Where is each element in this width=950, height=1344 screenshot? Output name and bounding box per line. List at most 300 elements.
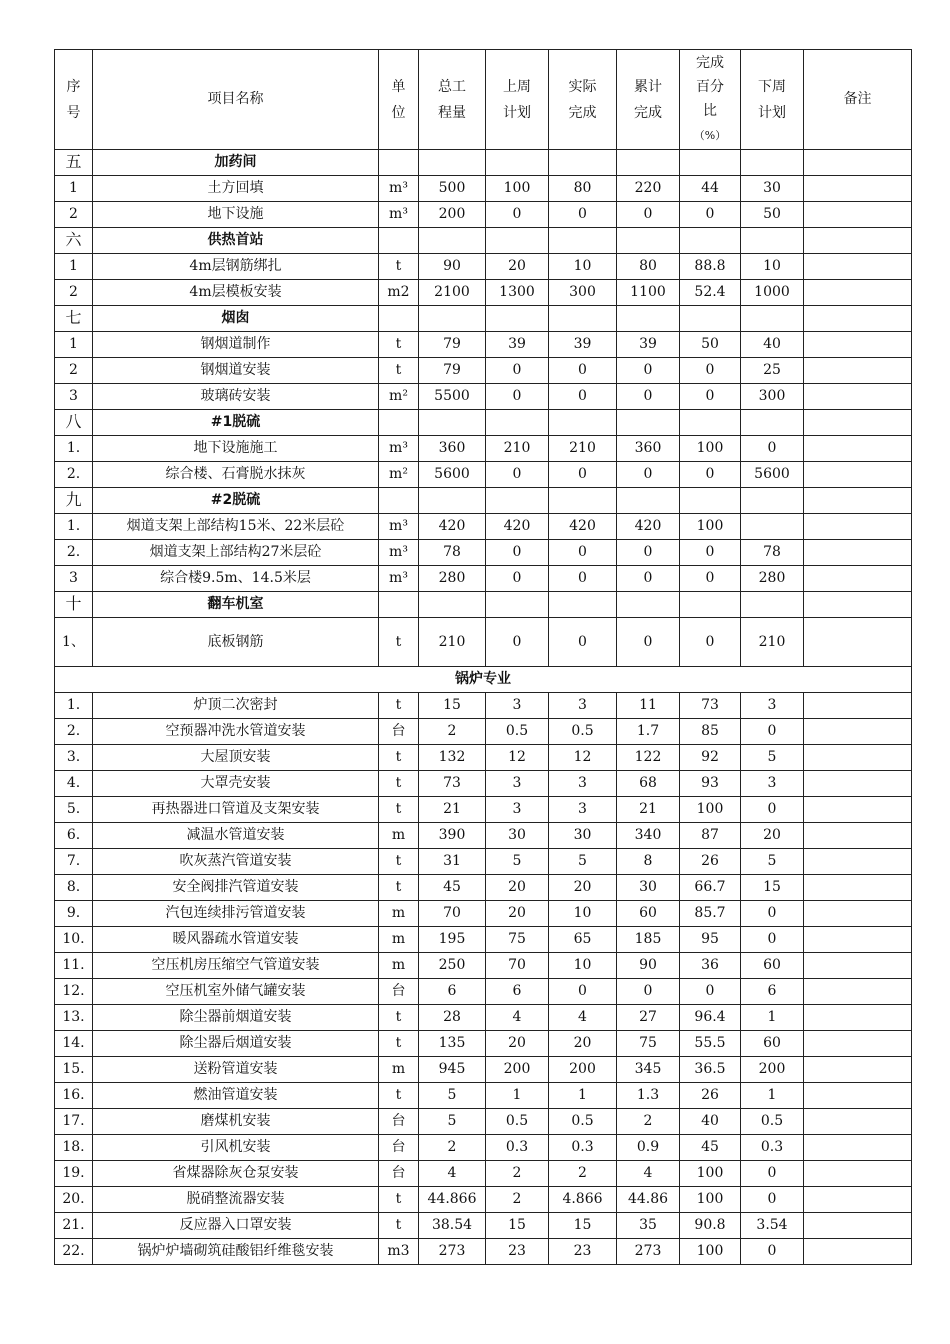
actual-done: 0 xyxy=(549,979,617,1005)
total-quantity: 79 xyxy=(419,332,486,358)
header-next-plan: 下周 计划 xyxy=(741,50,804,150)
percent-complete: 100 xyxy=(680,1161,741,1187)
last-week-plan: 0.5 xyxy=(486,719,549,745)
table-row xyxy=(55,849,912,875)
actual-done xyxy=(549,410,617,436)
remark-cell xyxy=(804,693,912,719)
percent-complete xyxy=(680,306,741,332)
percent-complete: 0 xyxy=(680,462,741,488)
actual-done: 0 xyxy=(549,202,617,228)
table-row xyxy=(55,1031,912,1057)
cumulative-done xyxy=(617,228,680,254)
total-quantity xyxy=(419,306,486,332)
last-week-plan: 3 xyxy=(486,797,549,823)
total-quantity: 5 xyxy=(419,1083,486,1109)
total-quantity: 200 xyxy=(419,202,486,228)
item-name: 钢烟道制作 xyxy=(93,332,379,358)
percent-complete: 0 xyxy=(680,566,741,592)
total-quantity: 945 xyxy=(419,1057,486,1083)
last-week-plan: 0 xyxy=(486,202,549,228)
row-number: 3 xyxy=(55,566,93,592)
remark-cell xyxy=(804,228,912,254)
last-week-plan: 0 xyxy=(486,358,549,384)
actual-done xyxy=(549,228,617,254)
unit-cell xyxy=(379,488,419,514)
cumulative-done: 4 xyxy=(617,1161,680,1187)
last-week-plan: 20 xyxy=(486,875,549,901)
item-name: 安全阀排汽管道安装 xyxy=(93,875,379,901)
row-number: 15. xyxy=(55,1057,93,1083)
next-week-plan xyxy=(741,514,804,540)
next-week-plan: 25 xyxy=(741,358,804,384)
remark-cell xyxy=(804,332,912,358)
percent-complete: 0 xyxy=(680,384,741,410)
row-number: 3 xyxy=(55,384,93,410)
item-name: #1脱硫 xyxy=(93,410,379,436)
percent-complete xyxy=(680,228,741,254)
section-row xyxy=(55,488,912,514)
item-name: 大屋顶安装 xyxy=(93,745,379,771)
item-name: 磨煤机安装 xyxy=(93,1109,379,1135)
last-week-plan: 3 xyxy=(486,693,549,719)
unit-cell: m xyxy=(379,823,419,849)
table-row xyxy=(55,1057,912,1083)
next-week-plan: 0 xyxy=(741,927,804,953)
last-week-plan: 0 xyxy=(486,618,549,667)
item-name: 烟囱 xyxy=(93,306,379,332)
last-week-plan: 0 xyxy=(486,384,549,410)
percent-complete: 100 xyxy=(680,1187,741,1213)
next-week-plan: 30 xyxy=(741,176,804,202)
cumulative-done: 0 xyxy=(617,979,680,1005)
table-row xyxy=(55,1187,912,1213)
remark-cell xyxy=(804,953,912,979)
percent-complete: 26 xyxy=(680,1083,741,1109)
unit-cell: t xyxy=(379,1005,419,1031)
last-week-plan: 0 xyxy=(486,462,549,488)
unit-cell: m² xyxy=(379,384,419,410)
cumulative-done: 0 xyxy=(617,202,680,228)
cumulative-done: 220 xyxy=(617,176,680,202)
unit-cell xyxy=(379,306,419,332)
total-quantity: 4 xyxy=(419,1161,486,1187)
table-row xyxy=(55,202,912,228)
next-week-plan: 280 xyxy=(741,566,804,592)
section-row xyxy=(55,150,912,176)
actual-done: 20 xyxy=(549,1031,617,1057)
item-name: 除尘器前烟道安装 xyxy=(93,1005,379,1031)
actual-done xyxy=(549,150,617,176)
actual-done: 15 xyxy=(549,1213,617,1239)
table-row xyxy=(55,1109,912,1135)
header-cumulative: 累计 完成 xyxy=(617,50,680,150)
actual-done: 0 xyxy=(549,540,617,566)
next-week-plan: 0 xyxy=(741,1161,804,1187)
actual-done: 5 xyxy=(549,849,617,875)
row-number: 17. xyxy=(55,1109,93,1135)
unit-cell: m xyxy=(379,953,419,979)
percent-complete: 52.4 xyxy=(680,280,741,306)
cumulative-done: 8 xyxy=(617,849,680,875)
actual-done: 10 xyxy=(549,953,617,979)
next-week-plan: 0 xyxy=(741,719,804,745)
item-name: #2脱硫 xyxy=(93,488,379,514)
item-name: 汽包连续排污管道安装 xyxy=(93,901,379,927)
total-quantity: 195 xyxy=(419,927,486,953)
percent-complete: 85.7 xyxy=(680,901,741,927)
item-name: 脱硝整流器安装 xyxy=(93,1187,379,1213)
cumulative-done: 0 xyxy=(617,358,680,384)
row-number: 1 xyxy=(55,332,93,358)
next-week-plan: 60 xyxy=(741,1031,804,1057)
remark-cell xyxy=(804,514,912,540)
item-name: 烟道支架上部结构15米、22米层砼 xyxy=(93,514,379,540)
row-number: 七 xyxy=(55,306,93,332)
next-week-plan xyxy=(741,410,804,436)
table-row xyxy=(55,901,912,927)
percent-complete: 92 xyxy=(680,745,741,771)
total-quantity: 280 xyxy=(419,566,486,592)
unit-cell: m³ xyxy=(379,176,419,202)
last-week-plan: 2 xyxy=(486,1187,549,1213)
unit-cell: t xyxy=(379,1187,419,1213)
actual-done: 80 xyxy=(549,176,617,202)
unit-cell xyxy=(379,592,419,618)
header-total: 总工 程量 xyxy=(419,50,486,150)
row-number: 2. xyxy=(55,540,93,566)
remark-cell xyxy=(804,849,912,875)
unit-cell: t xyxy=(379,1213,419,1239)
last-week-plan xyxy=(486,488,549,514)
last-week-plan: 100 xyxy=(486,176,549,202)
unit-cell: t xyxy=(379,1083,419,1109)
actual-done: 200 xyxy=(549,1057,617,1083)
last-week-plan: 20 xyxy=(486,901,549,927)
percent-complete xyxy=(680,410,741,436)
item-name: 翻车机室 xyxy=(93,592,379,618)
row-number: 16. xyxy=(55,1083,93,1109)
unit-cell: m² xyxy=(379,462,419,488)
next-week-plan: 0 xyxy=(741,1239,804,1265)
cumulative-done xyxy=(617,306,680,332)
percent-complete: 95 xyxy=(680,927,741,953)
cumulative-done xyxy=(617,410,680,436)
item-name: 暖风器疏水管道安装 xyxy=(93,927,379,953)
percent-complete: 36 xyxy=(680,953,741,979)
percent-complete: 100 xyxy=(680,797,741,823)
row-number: 20. xyxy=(55,1187,93,1213)
next-week-plan: 40 xyxy=(741,332,804,358)
remark-cell xyxy=(804,1239,912,1265)
total-quantity: 79 xyxy=(419,358,486,384)
remark-cell xyxy=(804,1213,912,1239)
row-number: 6. xyxy=(55,823,93,849)
percent-complete: 26 xyxy=(680,849,741,875)
remark-cell xyxy=(804,823,912,849)
total-quantity xyxy=(419,228,486,254)
unit-cell: m³ xyxy=(379,202,419,228)
actual-done xyxy=(549,592,617,618)
percent-complete: 0 xyxy=(680,618,741,667)
unit-cell: m³ xyxy=(379,436,419,462)
cumulative-done: 35 xyxy=(617,1213,680,1239)
row-number: 2 xyxy=(55,280,93,306)
last-week-plan: 5 xyxy=(486,849,549,875)
percent-complete: 45 xyxy=(680,1135,741,1161)
last-week-plan: 30 xyxy=(486,823,549,849)
row-number: 1 xyxy=(55,176,93,202)
total-quantity: 132 xyxy=(419,745,486,771)
item-name: 锅炉炉墙砌筑硅酸铝纤维毯安装 xyxy=(93,1239,379,1265)
table-row xyxy=(55,436,912,462)
remark-cell xyxy=(804,927,912,953)
unit-cell: t xyxy=(379,797,419,823)
actual-done: 0 xyxy=(549,566,617,592)
remark-cell xyxy=(804,1109,912,1135)
percent-complete: 0 xyxy=(680,540,741,566)
percent-complete: 93 xyxy=(680,771,741,797)
unit-cell: t xyxy=(379,849,419,875)
section-row xyxy=(55,306,912,332)
unit-cell: t xyxy=(379,745,419,771)
last-week-plan: 20 xyxy=(486,1031,549,1057)
next-week-plan: 300 xyxy=(741,384,804,410)
unit-cell: m³ xyxy=(379,514,419,540)
cumulative-done: 90 xyxy=(617,953,680,979)
remark-cell xyxy=(804,1057,912,1083)
actual-done: 210 xyxy=(549,436,617,462)
item-name: 供热首站 xyxy=(93,228,379,254)
row-number: 13. xyxy=(55,1005,93,1031)
total-quantity: 31 xyxy=(419,849,486,875)
remark-cell xyxy=(804,771,912,797)
item-name: 空预器冲洗水管道安装 xyxy=(93,719,379,745)
total-quantity: 500 xyxy=(419,176,486,202)
cumulative-done: 185 xyxy=(617,927,680,953)
item-name: 加药间 xyxy=(93,150,379,176)
total-quantity: 5 xyxy=(419,1109,486,1135)
header-last-plan: 上周 计划 xyxy=(486,50,549,150)
next-week-plan: 50 xyxy=(741,202,804,228)
cumulative-done: 2 xyxy=(617,1109,680,1135)
cumulative-done: 360 xyxy=(617,436,680,462)
unit-cell: 台 xyxy=(379,1109,419,1135)
remark-cell xyxy=(804,202,912,228)
cumulative-done: 27 xyxy=(617,1005,680,1031)
table-row xyxy=(55,771,912,797)
table-row xyxy=(55,745,912,771)
actual-done: 10 xyxy=(549,254,617,280)
cumulative-done: 345 xyxy=(617,1057,680,1083)
section-row xyxy=(55,592,912,618)
cumulative-done: 340 xyxy=(617,823,680,849)
actual-done: 30 xyxy=(549,823,617,849)
table-row xyxy=(55,693,912,719)
next-week-plan: 0.5 xyxy=(741,1109,804,1135)
cumulative-done: 1.7 xyxy=(617,719,680,745)
remark-cell xyxy=(804,1187,912,1213)
row-number: 22. xyxy=(55,1239,93,1265)
total-quantity: 44.866 xyxy=(419,1187,486,1213)
last-week-plan: 4 xyxy=(486,1005,549,1031)
cumulative-done: 80 xyxy=(617,254,680,280)
total-quantity: 273 xyxy=(419,1239,486,1265)
next-week-plan xyxy=(741,488,804,514)
header-name: 项目名称 xyxy=(93,50,379,150)
table-row xyxy=(55,462,912,488)
total-quantity: 250 xyxy=(419,953,486,979)
row-number: 2 xyxy=(55,202,93,228)
row-number: 14. xyxy=(55,1031,93,1057)
remark-cell xyxy=(804,875,912,901)
last-week-plan: 23 xyxy=(486,1239,549,1265)
percent-complete: 40 xyxy=(680,1109,741,1135)
item-name: 再热器进口管道及支架安装 xyxy=(93,797,379,823)
last-week-plan xyxy=(486,228,549,254)
remark-cell xyxy=(804,150,912,176)
row-number: 1. xyxy=(55,514,93,540)
row-number: 2. xyxy=(55,462,93,488)
item-name: 空压机室外储气罐安装 xyxy=(93,979,379,1005)
next-week-plan: 1 xyxy=(741,1083,804,1109)
next-week-plan: 0.3 xyxy=(741,1135,804,1161)
last-week-plan: 0.5 xyxy=(486,1109,549,1135)
actual-done: 420 xyxy=(549,514,617,540)
next-week-plan: 5 xyxy=(741,745,804,771)
actual-done: 0.3 xyxy=(549,1135,617,1161)
remark-cell xyxy=(804,719,912,745)
item-name: 土方回填 xyxy=(93,176,379,202)
row-number: 11. xyxy=(55,953,93,979)
actual-done: 0.5 xyxy=(549,1109,617,1135)
unit-cell: t xyxy=(379,771,419,797)
total-quantity: 135 xyxy=(419,1031,486,1057)
table-row xyxy=(55,1239,912,1265)
item-name: 综合楼9.5m、14.5米层 xyxy=(93,566,379,592)
unit-cell xyxy=(379,228,419,254)
total-quantity: 70 xyxy=(419,901,486,927)
progress-table xyxy=(54,49,912,1265)
percent-complete: 100 xyxy=(680,436,741,462)
unit-cell: m2 xyxy=(379,280,419,306)
row-number: 3. xyxy=(55,745,93,771)
actual-done: 2 xyxy=(549,1161,617,1187)
row-number: 8. xyxy=(55,875,93,901)
next-week-plan: 0 xyxy=(741,901,804,927)
cumulative-done: 44.86 xyxy=(617,1187,680,1213)
actual-done: 1 xyxy=(549,1083,617,1109)
total-quantity xyxy=(419,410,486,436)
next-week-plan: 15 xyxy=(741,875,804,901)
row-number: 九 xyxy=(55,488,93,514)
table-row xyxy=(55,566,912,592)
percent-complete: 73 xyxy=(680,693,741,719)
next-week-plan: 1 xyxy=(741,1005,804,1031)
table-header-row xyxy=(55,50,912,150)
percent-complete: 96.4 xyxy=(680,1005,741,1031)
row-number: 4. xyxy=(55,771,93,797)
table-row xyxy=(55,797,912,823)
percent-complete: 66.7 xyxy=(680,875,741,901)
cumulative-done: 1100 xyxy=(617,280,680,306)
row-number: 五 xyxy=(55,150,93,176)
unit-cell: m xyxy=(379,927,419,953)
remark-cell xyxy=(804,488,912,514)
table-row xyxy=(55,514,912,540)
percent-complete: 100 xyxy=(680,514,741,540)
actual-done xyxy=(549,306,617,332)
actual-done: 3 xyxy=(549,797,617,823)
total-quantity: 390 xyxy=(419,823,486,849)
row-number: 1. xyxy=(55,693,93,719)
next-week-plan xyxy=(741,228,804,254)
header-pct: 完成 百分 比 （%） xyxy=(680,50,741,150)
actual-done xyxy=(549,488,617,514)
remark-cell xyxy=(804,306,912,332)
remark-cell xyxy=(804,176,912,202)
remark-cell xyxy=(804,618,912,667)
table-row xyxy=(55,384,912,410)
percent-complete: 0 xyxy=(680,202,741,228)
unit-cell: t xyxy=(379,875,419,901)
next-week-plan xyxy=(741,306,804,332)
percent-complete: 100 xyxy=(680,1239,741,1265)
item-name: 地下设施 xyxy=(93,202,379,228)
remark-cell xyxy=(804,410,912,436)
percent-complete xyxy=(680,150,741,176)
last-week-plan: 2 xyxy=(486,1161,549,1187)
total-quantity: 73 xyxy=(419,771,486,797)
item-name: 炉顶二次密封 xyxy=(93,693,379,719)
actual-done: 4 xyxy=(549,1005,617,1031)
remark-cell xyxy=(804,979,912,1005)
remark-cell xyxy=(804,384,912,410)
actual-done: 3 xyxy=(549,693,617,719)
actual-done: 0 xyxy=(549,358,617,384)
cumulative-done: 30 xyxy=(617,875,680,901)
actual-done: 0.5 xyxy=(549,719,617,745)
unit-cell: m xyxy=(379,1057,419,1083)
table-row xyxy=(55,1213,912,1239)
percent-complete: 85 xyxy=(680,719,741,745)
item-name: 送粉管道安装 xyxy=(93,1057,379,1083)
remark-cell xyxy=(804,1161,912,1187)
percent-complete: 87 xyxy=(680,823,741,849)
unit-cell: m³ xyxy=(379,566,419,592)
last-week-plan: 0 xyxy=(486,566,549,592)
item-name: 玻璃砖安装 xyxy=(93,384,379,410)
unit-cell: t xyxy=(379,332,419,358)
total-quantity: 78 xyxy=(419,540,486,566)
cumulative-done: 60 xyxy=(617,901,680,927)
row-number: 9. xyxy=(55,901,93,927)
total-quantity: 90 xyxy=(419,254,486,280)
total-quantity: 360 xyxy=(419,436,486,462)
unit-cell: 台 xyxy=(379,719,419,745)
unit-cell: 台 xyxy=(379,1135,419,1161)
last-week-plan: 20 xyxy=(486,254,549,280)
total-quantity xyxy=(419,488,486,514)
table-row xyxy=(55,540,912,566)
next-week-plan: 60 xyxy=(741,953,804,979)
percent-complete: 50 xyxy=(680,332,741,358)
cumulative-done: 1.3 xyxy=(617,1083,680,1109)
table-row xyxy=(55,618,912,667)
unit-cell: t xyxy=(379,254,419,280)
last-week-plan: 39 xyxy=(486,332,549,358)
header-actual: 实际 完成 xyxy=(549,50,617,150)
total-quantity: 45 xyxy=(419,875,486,901)
